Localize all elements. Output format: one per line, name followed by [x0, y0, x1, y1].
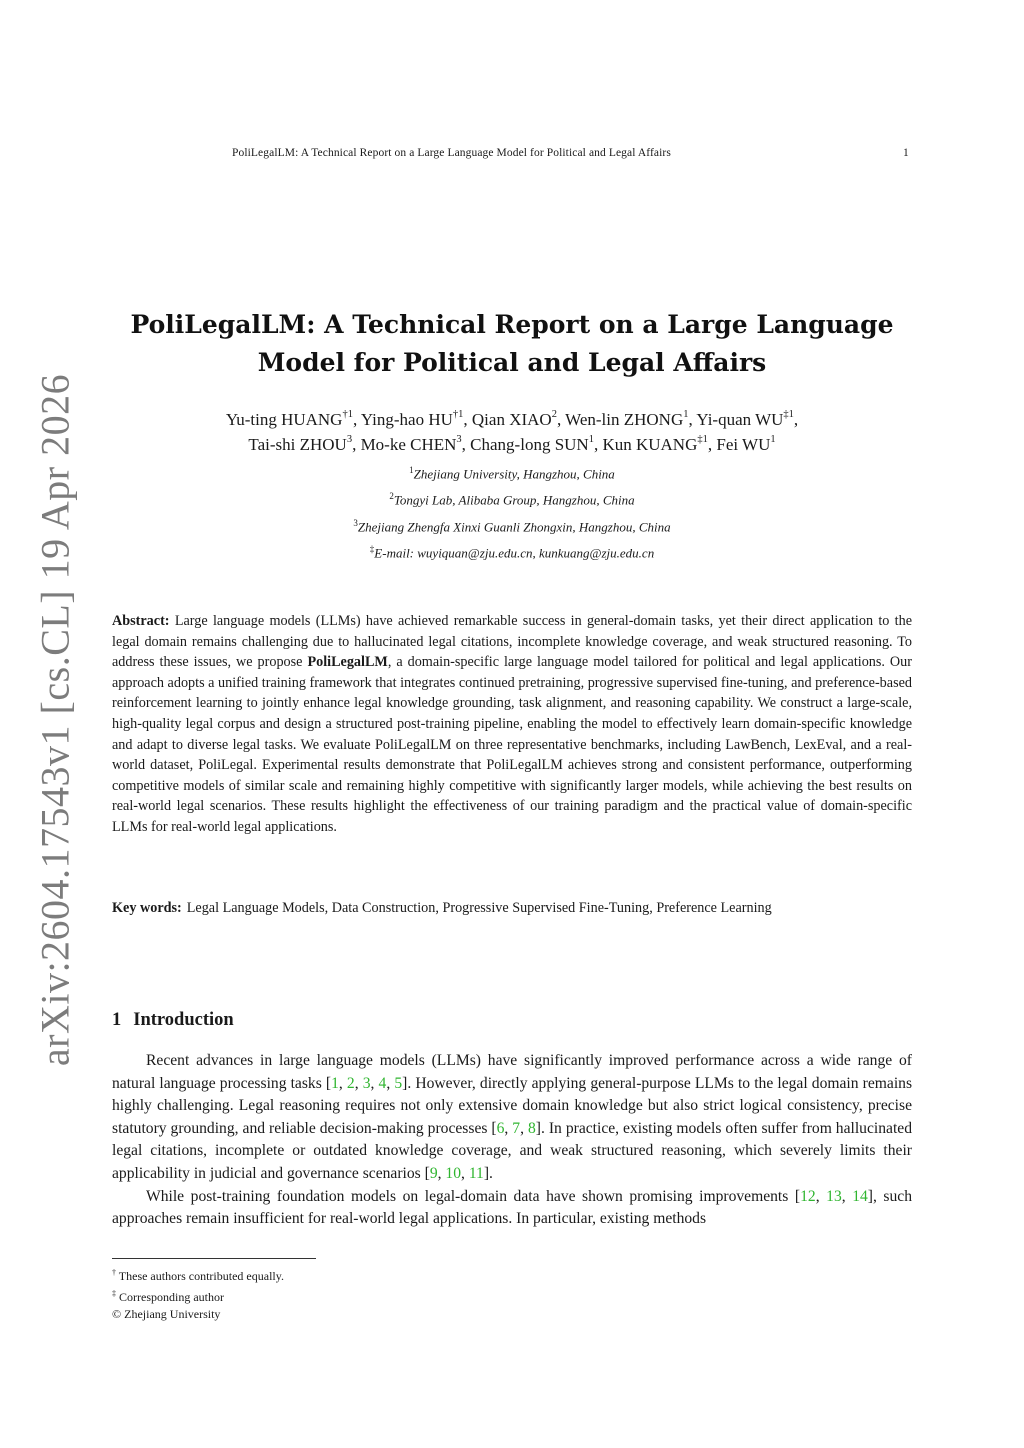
- paragraph: Recent advances in large language models (LLMs) have significantly improved performance across a wide range of natural language processing tasks [1, 2, 3, 4, 5]. However, directly applying general-purpose LLMs to the legal domain remains highly challenging. Legal reasoning requires not only extensive domain knowledge but also strict logical consistency, precise statutory grounding, and reliable decision-making processes [6, 7, 8]. In practice, existing models often suffer from hallucinated legal citations, incomplete or outdated knowledge coverage, and weak structured reasoning, which severely limits their applicability in judicial and governance scenarios [9, 10, 11].: [112, 1052, 913, 1182]
- model-name: PoliLegalLM: [307, 654, 388, 671]
- author-name: Tai-shi ZHOU: [248, 435, 347, 454]
- citation-link[interactable]: 7: [512, 1119, 521, 1137]
- citation-link[interactable]: 13: [826, 1187, 842, 1205]
- arxiv-identifier-stamp: arXiv:2604.17543v1 [cs.CL] 19 Apr 2026: [32, 373, 78, 1067]
- section-number: 1: [112, 1010, 122, 1030]
- affiliation-text: Tongyi Lab, Alibaba Group, Hangzhou, China: [393, 492, 635, 508]
- affiliation-text: Zhejiang Zhengfa Xinxi Guanli Zhongxin, Hangzhou, China: [357, 518, 671, 534]
- author-name: Mo-ke CHEN: [360, 435, 457, 454]
- footnote: [112, 1306, 284, 1323]
- title-line: PoliLegalLM: A Technical Report on a Large Language: [130, 310, 894, 339]
- paper-title: [112, 306, 912, 382]
- author-name: Qian XIAO: [471, 410, 552, 429]
- affiliation-list: [112, 459, 912, 564]
- copyright-mark: ©: [112, 1307, 122, 1321]
- running-header: PoliLegalLM: A Technical Report on a Large Language Model for Political and Legal Affairs: [232, 147, 671, 159]
- footnote-mark: ‡: [112, 1289, 116, 1298]
- footnote-text: Zhejiang University: [121, 1307, 221, 1321]
- citation-link[interactable]: 2: [346, 1074, 355, 1092]
- citation-link[interactable]: 12: [800, 1187, 816, 1205]
- footnote-mark: †: [112, 1268, 116, 1277]
- affiliation: [112, 512, 912, 538]
- footnote-text: These authors contributed equally.: [116, 1269, 284, 1283]
- author-name: Kun KUANG: [602, 435, 698, 454]
- author-affiliation-mark: ‡1: [697, 434, 708, 446]
- affiliation-mark: 1: [409, 465, 414, 475]
- footnote-text: Corresponding author: [116, 1290, 224, 1304]
- introduction-body: [112, 1050, 912, 1231]
- author-affiliation-mark: 1: [588, 434, 594, 446]
- abstract-text: , a domain-specific large language model tailored for political and legal applications. Our approach adopts a unified training framework that integrates continued pretraining, progressive supervised fine-tuning, and preference-based reinforcement learning to jointly enhance legal knowledge grounding, task alignment, and reasoning capability. We construct a large-scale, high-quality legal corpus and design a structured post-training pipeline, enabling the model to effectively learn domain-specific knowledge and adapt to diverse legal tasks. We evaluate PoliLegalLM on three representative benchmarks, including LawBench, LexEval, and a real-world dataset, PoliLegal. Experimental results demonstrate that PoliLegalLM achieves strong and consistent performance, outperforming competitive models of similar scale and remaining highly competitive with significantly larger models, while achieving the best results on real-world legal scenarios. These results highlight the effectiveness of our training paradigm and the practical value of domain-specific LLMs for real-world legal applications.: [112, 654, 913, 835]
- author-line: Tai-shi ZHOU$^3$, Mo-ke CHEN$^3$, Chang-long SUN$^1$, Kun KUANG$^{\ddagger 1}$, Fei $WU^1$: [248, 434, 776, 454]
- footnote: [112, 1264, 284, 1285]
- citation-link[interactable]: 5: [394, 1074, 403, 1092]
- section-heading: [112, 1010, 234, 1031]
- footnotes: [112, 1264, 284, 1323]
- paragraph: While post-training foundation models on legal-domain data have shown promising improvements [12, 13, 14], such approaches remain insufficient for real-world legal applications. In particular, existing methods: [112, 1187, 913, 1228]
- citation-link[interactable]: 10: [445, 1164, 462, 1182]
- footnote-rule: [112, 1258, 316, 1259]
- affiliation: [112, 485, 912, 511]
- abstract-text: Large language models (LLMs) have achieved remarkable success in general-domain tasks, yet their direct application to the legal domain remains challenging due to hallucinated legal citations, incomplete knowledge coverage, and weak structured reasoning. To address these issues, we propose: [112, 613, 912, 671]
- author-line: Yu-ting HUANG$^{\dagger 1}$, Ying-hao HU$^{\dagger 1}$, Qian XIAO$^2$, Wen-lin ZHONG$^1$, Yi-quan WU$^{\ddagger 1}$,: [225, 409, 799, 429]
- affiliation: [112, 459, 912, 485]
- author-name: Ying-hao HU: [360, 410, 453, 429]
- keywords-label: Key words:: [112, 900, 182, 916]
- affiliation-mark: 2: [389, 491, 394, 502]
- author-list: [112, 407, 912, 457]
- citation-link[interactable]: 3: [362, 1074, 371, 1092]
- citation-link[interactable]: 4: [378, 1074, 387, 1092]
- affiliation: [112, 538, 912, 564]
- citation-link[interactable]: 9: [429, 1164, 438, 1182]
- citation-link[interactable]: 14: [852, 1187, 868, 1205]
- author-name: Wen-lin ZHONG: [565, 410, 684, 429]
- citation-link[interactable]: 11: [468, 1164, 484, 1182]
- abstract-label: Abstract:: [112, 613, 170, 629]
- title-line: Model for Political and Legal Affairs: [257, 348, 767, 377]
- author-name: Yu-ting HUANG: [225, 410, 343, 429]
- abstract: [112, 611, 912, 838]
- author-affiliation-mark: †1: [342, 409, 353, 421]
- author-name: Fei WU: [716, 435, 771, 454]
- author-affiliation-mark: 1: [770, 434, 776, 446]
- affiliation-text: E-mail: wuyiquan@zju.edu.cn, kunkuang@zju.edu.cn: [374, 545, 655, 561]
- author-affiliation-mark: 1: [683, 409, 689, 421]
- author-affiliation-mark: 2: [551, 409, 557, 421]
- author-affiliation-mark: †1: [452, 409, 464, 421]
- author-name: Yi-quan WU: [696, 410, 784, 429]
- affiliation-mark: 3: [353, 517, 358, 528]
- author-affiliation-mark: ‡1: [783, 409, 794, 421]
- citation-link[interactable]: 1: [331, 1074, 339, 1092]
- section-title: Introduction: [133, 1010, 234, 1030]
- author-name: Chang-long SUN: [470, 435, 589, 454]
- affiliation-text: Zhejiang University, Hangzhou, China: [413, 466, 615, 482]
- keywords: [112, 897, 912, 919]
- keywords-text: Legal Language Models, Data Construction, Progressive Supervised Fine-Tuning, Preference Learning: [186, 900, 772, 916]
- affiliation-mark: ‡: [369, 543, 375, 554]
- citation-link[interactable]: 6: [496, 1119, 505, 1137]
- footnote: [112, 1285, 284, 1306]
- author-affiliation-mark: 3: [456, 434, 462, 446]
- citation-link[interactable]: 8: [527, 1119, 536, 1137]
- page-number: 1: [903, 147, 909, 159]
- author-affiliation-mark: 3: [346, 434, 353, 446]
